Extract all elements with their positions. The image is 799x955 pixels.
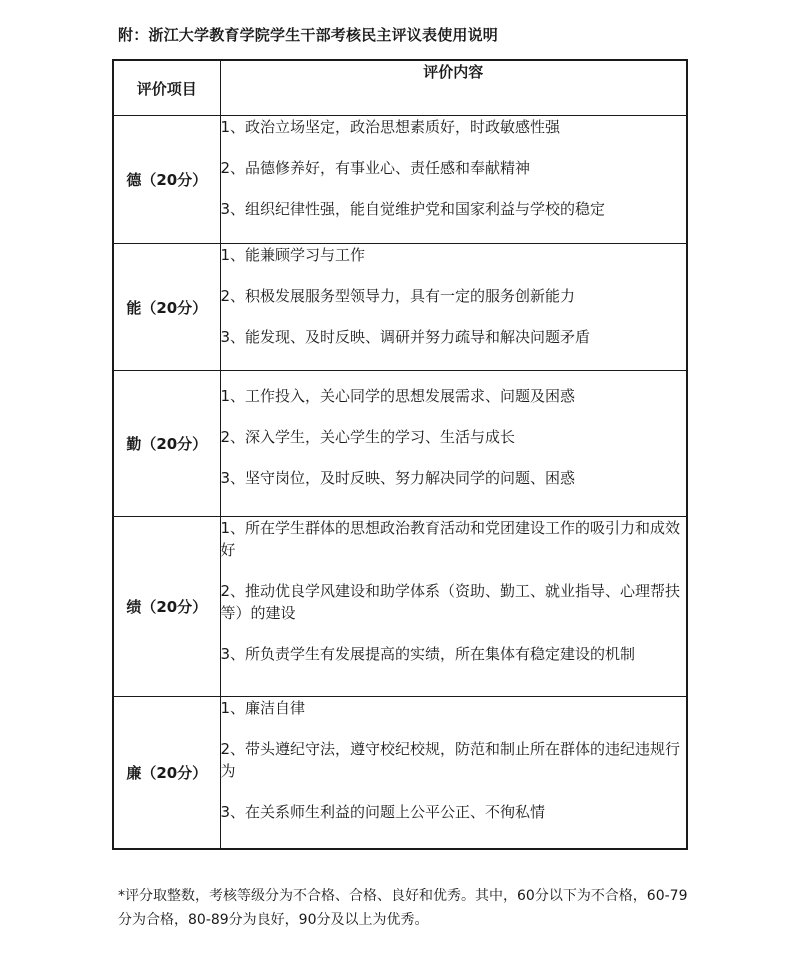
category-cell: 德（20分） [113, 116, 220, 244]
criterion-item: 1、廉洁自律 [220, 699, 306, 717]
content-cell [220, 517, 687, 697]
criterion-item: 2、品德修养好，有事业心、责任感和奉献精神 [220, 159, 531, 177]
criterion-item: 3、在关系师生利益的问题上公平公正、不徇私情 [220, 803, 546, 821]
table-row [113, 244, 687, 371]
category-cell: 绩（20分） [113, 517, 220, 697]
content-cell [220, 116, 687, 244]
criterion-item: 2、积极发展服务型领导力，具有一定的服务创新能力 [220, 287, 576, 305]
content-cell [220, 697, 687, 849]
criterion-item: 2、深入学生，关心学生的学习、生活与成长 [220, 428, 516, 446]
table-row [113, 371, 687, 517]
document-title: 附：浙江大学教育学院学生干部考核民主评议表使用说明 [118, 26, 499, 44]
content-cell [220, 371, 687, 517]
header-evaluation-item: 评价项目 [113, 60, 220, 116]
criterion-item: 1、所在学生群体的思想政治教育活动和党团建设工作的吸引力和成效好 [220, 519, 681, 559]
scoring-footnote: *评分取整数，考核等级分为不合格、合格、良好和优秀。其中，60分以下为不合格，60-79分为合格，80-89分为良好，90分及以上为优秀。 [118, 888, 688, 928]
header-evaluation-content: 评价内容 [220, 60, 687, 116]
criterion-item: 3、组织纪律性强，能自觉维护党和国家利益与学校的稳定 [220, 200, 606, 218]
criterion-item: 1、能兼顾学习与工作 [220, 246, 366, 264]
table-row [113, 116, 687, 244]
table-header-row [113, 60, 687, 116]
evaluation-table [112, 59, 688, 850]
criterion-item: 3、坚守岗位，及时反映、努力解决同学的问题、困惑 [220, 469, 576, 487]
criterion-item: 3、能发现、及时反映、调研并努力疏导和解决问题矛盾 [220, 328, 591, 346]
criterion-item: 1、政治立场坚定，政治思想素质好，时政敏感性强 [220, 118, 561, 136]
criterion-item: 3、所负责学生有发展提高的实绩，所在集体有稳定建设的机制 [220, 645, 636, 663]
criterion-item: 1、工作投入，关心同学的思想发展需求、问题及困惑 [220, 387, 576, 405]
criterion-item: 2、带头遵纪守法，遵守校纪校规，防范和制止所在群体的违纪违规行为 [220, 740, 681, 780]
criterion-item: 2、推动优良学风建设和助学体系（资助、勤工、就业指导、心理帮扶等）的建设 [220, 582, 681, 622]
table-row [113, 517, 687, 697]
content-cell [220, 244, 687, 371]
table-row [113, 697, 687, 849]
category-cell: 勤（20分） [113, 371, 220, 517]
category-cell: 廉（20分） [113, 697, 220, 849]
category-cell: 能（20分） [113, 244, 220, 371]
